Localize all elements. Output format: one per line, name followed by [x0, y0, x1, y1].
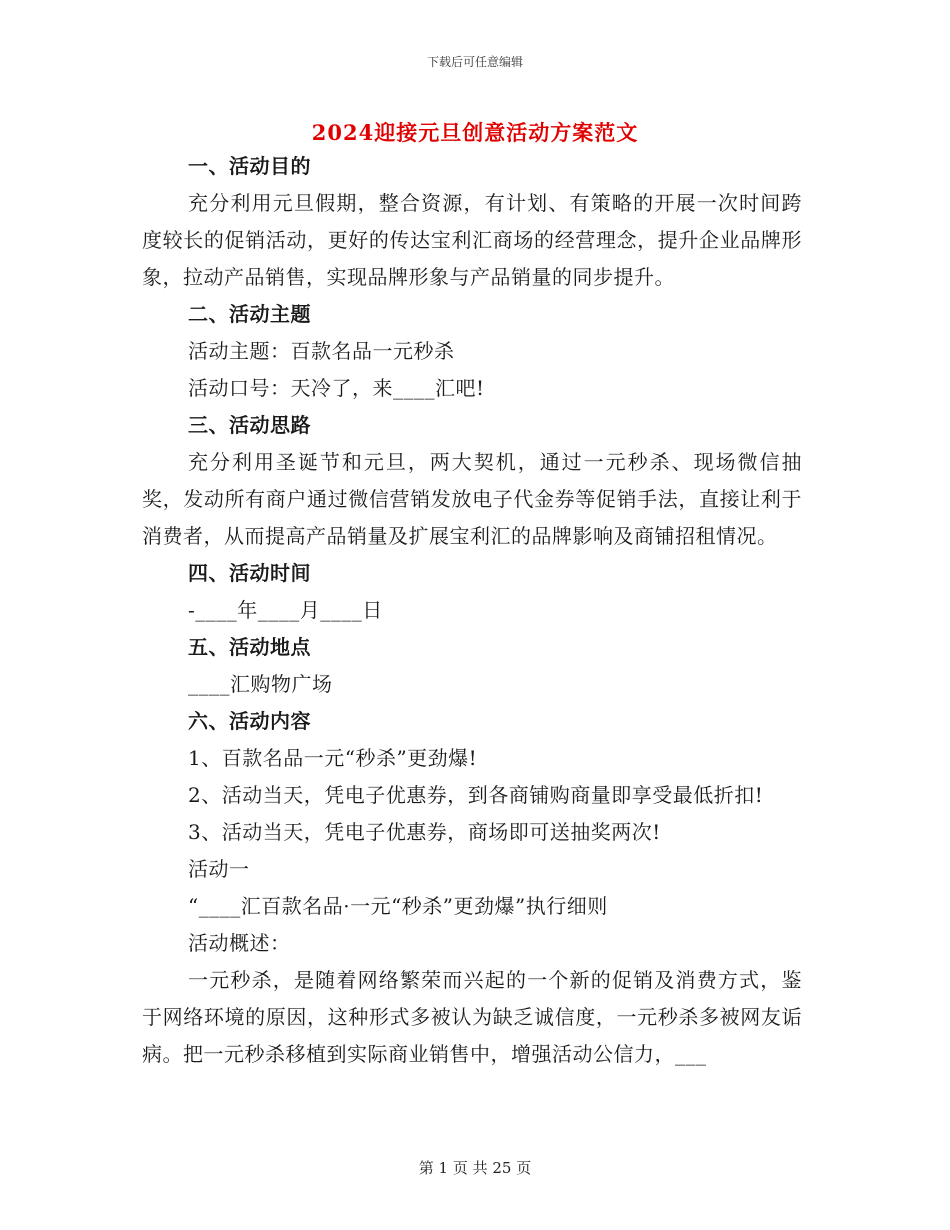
section-heading-time: 四、活动时间 [188, 561, 311, 585]
theme-line: 活动主题：百款名品一元秒杀 [188, 339, 455, 363]
content-item-2: 2、活动当天，凭电子优惠券，到各商铺购商量即享受最低折扣! [188, 783, 764, 807]
page-footer: 第 1 页 共 25 页 [418, 1159, 532, 1177]
location-line: ____汇购物广场 [188, 672, 333, 696]
section-heading-location: 五、活动地点 [188, 635, 311, 659]
paragraph-approach: 充分利用圣诞节和元旦，两大契机，通过一元秒杀、现场微信抽奖，发动所有商户通过微信营销发放电子代金券等促销手法，直接让利于消费者，从而提高产品销量及扩展宝利汇的品牌影响及商铺招租情况。 [142, 450, 802, 548]
paragraph-overview: 一元秒杀，是随着网络繁荣而兴起的一个新的促销及消费方式，鉴于网络环境的原因，这种形式多被认为缺乏诚信度，一元秒杀多被网友诟病。把一元秒杀移植到实际商业销售中，增强活动公信力，___ [142, 968, 802, 1066]
document-title: 2024迎接元旦创意活动方案范文 [311, 120, 639, 145]
slogan-line: 活动口号：天冷了，来____汇吧! [188, 376, 485, 400]
content-item-1: 1、百款名品一元“秒杀”更劲爆! [188, 746, 478, 770]
document-body [142, 148, 802, 1073]
header-note: 下载后可任意编辑 [426, 55, 523, 69]
section-heading-approach: 三、活动思路 [188, 413, 311, 437]
content-item-3: 3、活动当天，凭电子优惠券，商场即可送抽奖两次! [188, 820, 661, 844]
section-heading-content: 六、活动内容 [188, 709, 311, 733]
overview-label: 活动概述： [188, 931, 291, 955]
section-heading-theme: 二、活动主题 [188, 302, 311, 326]
activity-one-title: “____汇百款名品·一元“秒杀”更劲爆”执行细则 [188, 894, 608, 918]
time-line: -____年____月____日 [188, 598, 383, 622]
paragraph-purpose: 充分利用元旦假期，整合资源，有计划、有策略的开展一次时间跨度较长的促销活动，更好的传达宝利汇商场的经营理念，提升企业品牌形象，拉动产品销售，实现品牌形象与产品销量的同步提升。 [142, 191, 802, 289]
section-heading-purpose: 一、活动目的 [188, 154, 311, 178]
activity-one-label: 活动一 [188, 857, 250, 881]
